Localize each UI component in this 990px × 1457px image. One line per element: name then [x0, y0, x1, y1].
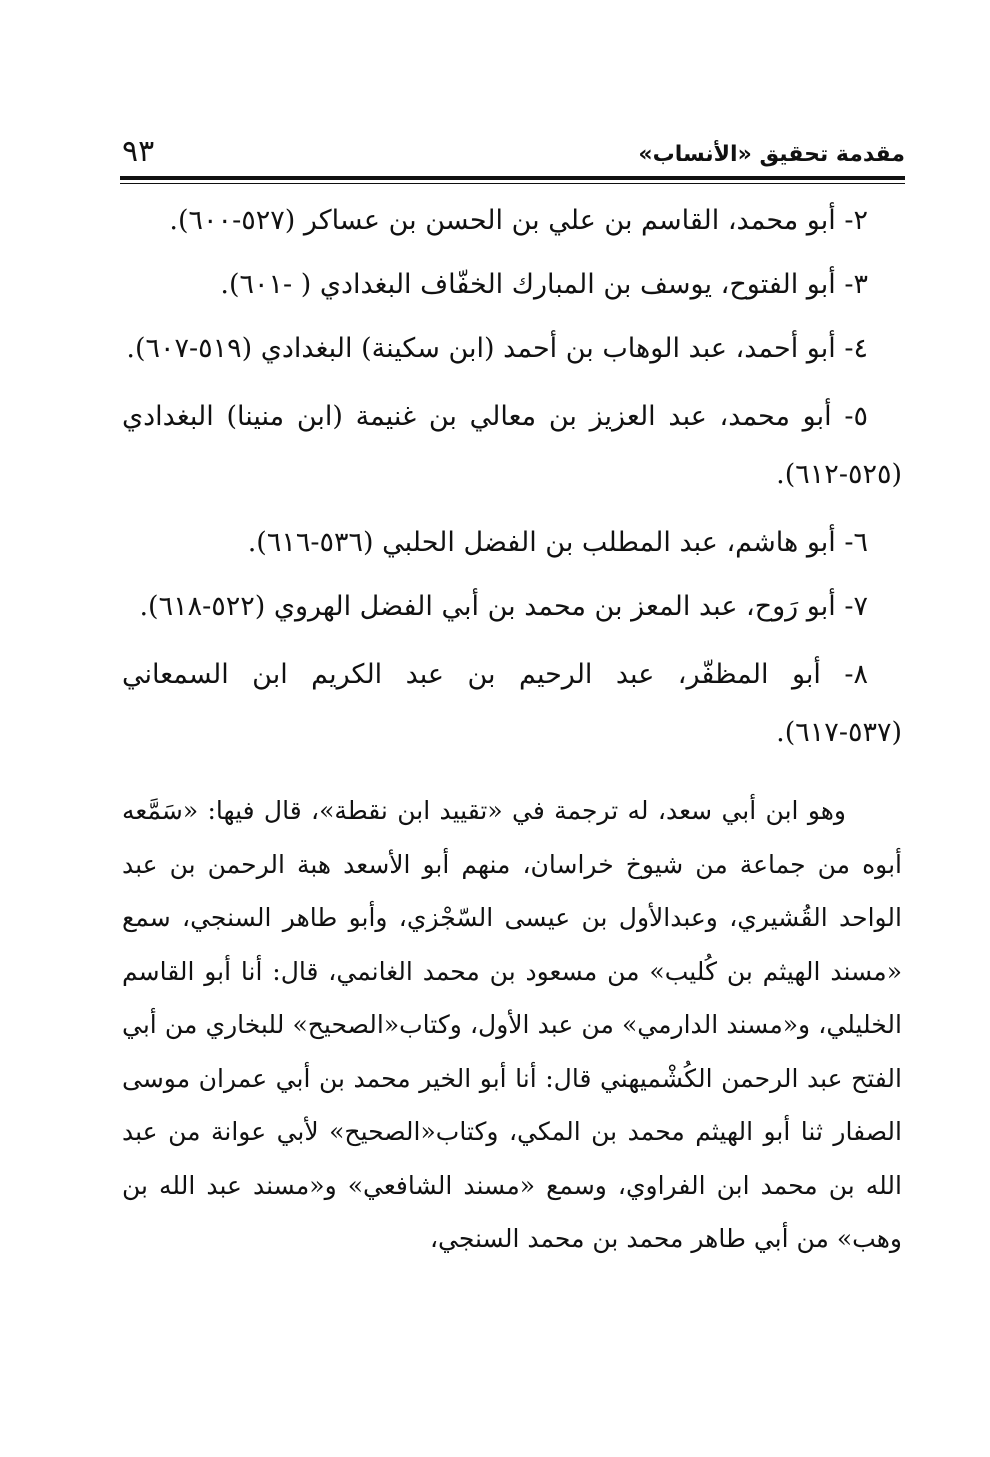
list-item-4: ٤- أبو أحمد، عبد الوهاب بن أحمد (ابن سكينة) البغدادي (٥١٩-٦٠٧). — [126, 333, 868, 364]
header-rule-thick — [120, 176, 905, 180]
list-item-5: ٥- أبو محمد، عبد العزيز بن معالي بن غنيمة (ابن منينا) البغدادي (٥٢٥-٦١٢). — [122, 401, 902, 490]
list-item-8: ٨- أبو المظفّر، عبد الرحيم بن عبد الكريم ابن السمعاني (٥٣٧-٦١٧). — [122, 659, 902, 748]
header-rule-thin — [120, 183, 905, 184]
page-number: ٩٣ — [122, 134, 155, 169]
page-header — [120, 134, 905, 174]
page-body — [122, 192, 902, 1266]
list-item-2: ٢- أبو محمد، القاسم بن علي بن الحسن بن عساكر (٥٢٧-٦٠٠). — [169, 205, 868, 236]
list-item-7: ٧- أبو رَوح، عبد المعز بن محمد بن أبي الفضل الهروي (٥٢٢-٦١٨). — [139, 591, 868, 622]
list-item-3: ٣- أبو الفتوح، يوسف بن المبارك الخفّاف البغدادي ( -٦٠١). — [220, 269, 868, 300]
list-item-6: ٦- أبو هاشم، عبد المطلب بن الفضل الحلبي (٥٣٦-٦١٦). — [247, 527, 868, 558]
running-title: مقدمة تحقيق «الأنساب» — [638, 142, 905, 167]
body-paragraph: وهو ابن أبي سعد، له ترجمة في «تقييد ابن نقطة»، قال فيها: «سَمَّعه أبوه من جماعة من شيوخ خراسان، منهم أبو الأسعد هبة الرحمن بن عبد الواحد القُشيري، وعبدالأول بن عيسى السّجْزي، وأبو طاهر السنجي، سمع «مسند الهيثم بن كُليب» من مسعود بن محمد الغانمي، قال: أنا أبو القاسم الخليلي، و«مسند الدارمي» من عبد الأول، وكتاب«الصحيح» للبخاري من أبي الفتح عبد الرحمن الكُشْميهني قال: أنا أبو الخير محمد بن أبي عمران موسى الصفار ثنا أبو الهيثم محمد بن المكي، وكتاب«الصحيح» لأبي عوانة من عبد الله بن محمد ابن الفراوي، وسمع «مسند الشافعي» و«مسند عبد الله بن وهب» من أبي طاهر محمد بن محمد السنجي، — [122, 796, 902, 1253]
